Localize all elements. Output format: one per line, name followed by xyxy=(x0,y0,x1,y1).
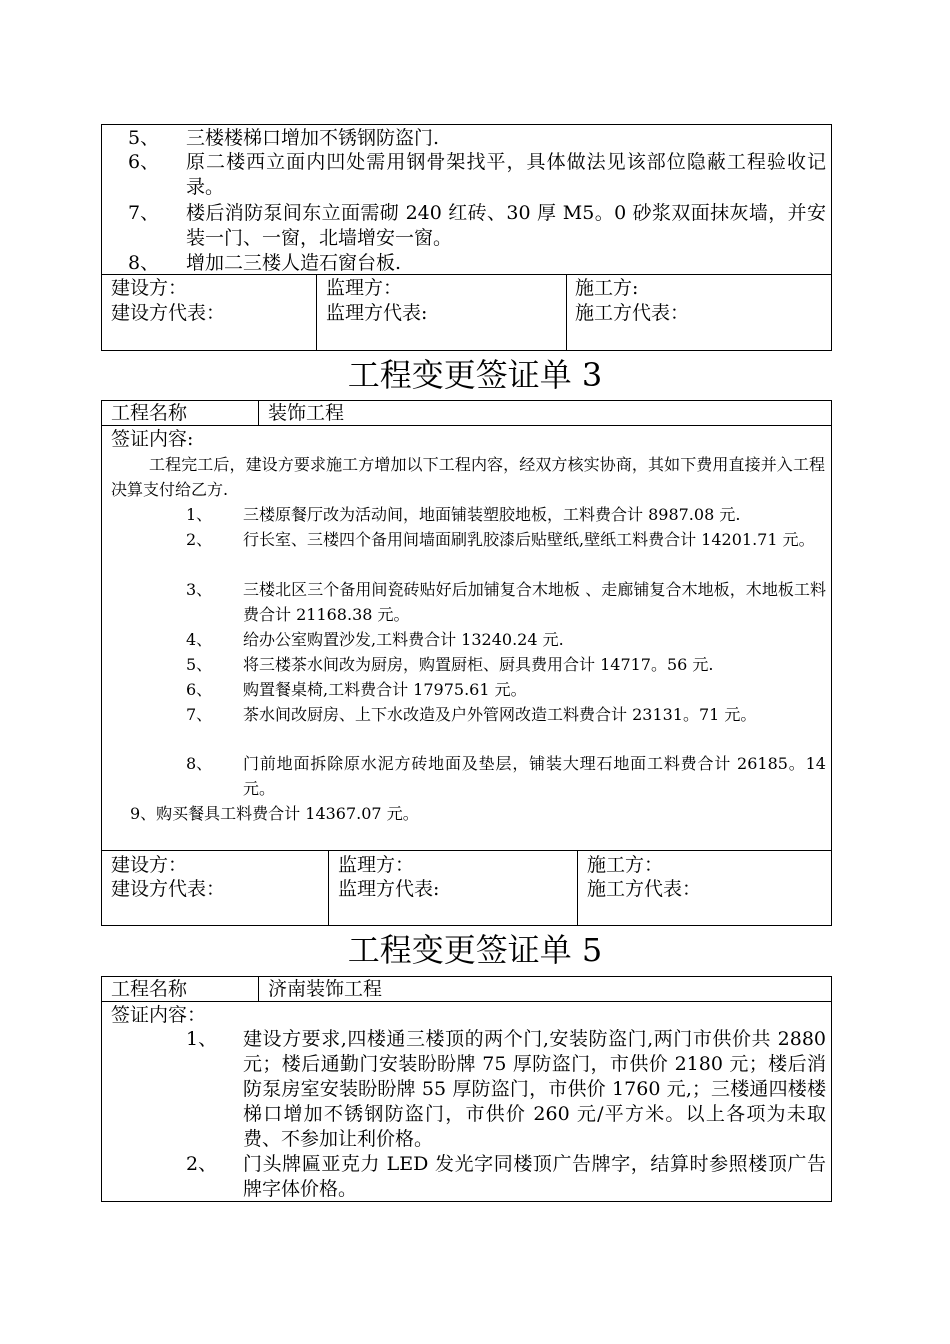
item-text: 原二楼西立面内凹处需用钢骨架找平，具体做法见该部位隐蔽工程验收记录。 xyxy=(186,151,826,198)
item-number: 7、 xyxy=(186,705,213,724)
visa-content-box xyxy=(101,425,832,851)
supervisor-rep-label: 监理方代表: xyxy=(326,302,428,324)
item-text: 将三楼茶水间改为厨房，购置厨柜、厨具费用合计 14717。56 元. xyxy=(243,655,714,674)
supervisor-cell xyxy=(317,274,567,350)
contractor-rep-label: 施工方代表： xyxy=(587,878,702,900)
item-number: 3、 xyxy=(186,580,213,599)
contractor-rep-label: 施工方代表： xyxy=(575,302,690,324)
item-number: 8、 xyxy=(186,754,213,773)
signature-row xyxy=(101,850,832,926)
item-text: 行长室、三楼四个备用间墙面刷乳胶漆后贴壁纸,壁纸工料费合计 14201.71 元。 xyxy=(243,530,815,549)
item-9-text: 9、购买餐具工料费合计 14367.07 元。 xyxy=(130,804,419,823)
builder-rep-label: 建设方代表： xyxy=(111,878,226,900)
supervisor-label: 监理方： xyxy=(326,277,403,299)
builder-label: 建设方： xyxy=(111,277,188,299)
project-name-row xyxy=(101,400,832,426)
change-order-continued-table xyxy=(101,124,832,351)
content-label: 签证内容： xyxy=(111,1004,207,1026)
builder-cell xyxy=(102,274,317,350)
item-number: 8、 xyxy=(128,252,160,274)
item-number: 2、 xyxy=(186,530,213,549)
project-name-value: 济南装饰工程 xyxy=(268,978,383,1000)
item-number: 6、 xyxy=(128,151,160,173)
visa-content-box xyxy=(101,1001,832,1202)
item-number: 4、 xyxy=(186,630,213,649)
item-text: 茶水间改厨房、上下水改造及户外管网改造工料费合计 23131。71 元。 xyxy=(243,705,757,724)
builder-rep-label: 建设方代表： xyxy=(111,302,226,324)
page-title: 工程变更签证单 5 xyxy=(347,931,603,969)
builder-label: 建设方： xyxy=(111,854,188,876)
item-text: 给办公室购置沙发,工料费合计 13240.24 元. xyxy=(243,630,564,649)
project-name-value: 装饰工程 xyxy=(268,402,345,424)
project-name-label-cell xyxy=(102,401,259,425)
item-number: 5、 xyxy=(186,655,213,674)
project-name-label: 工程名称 xyxy=(111,402,188,424)
item-number: 7、 xyxy=(128,202,160,224)
item-number: 2、 xyxy=(186,1153,218,1175)
project-name-label-cell xyxy=(102,977,259,1001)
intro-text: 工程完工后，建设方要求施工方增加以下工程内容，经双方核实协商，其如下费用直接并入工程决算支付给乙方. xyxy=(111,455,825,499)
supervisor-rep-label: 监理方代表: xyxy=(338,878,440,900)
item-text: 三楼原餐厅改为活动间，地面铺装塑胶地板，工料费合计 8987.08 元. xyxy=(243,505,741,524)
item-text: 购置餐桌椅,工料费合计 17975.61 元。 xyxy=(243,680,527,699)
contractor-cell xyxy=(578,851,831,925)
builder-cell xyxy=(102,851,329,925)
page-title: 工程变更签证单 3 xyxy=(347,356,603,394)
item-text: 楼后消防泵间东立面需砌 240 红砖、30 厚 M5。0 砂浆双面抹灰墙，并安装一门、一窗，北墙增安一窗。 xyxy=(186,202,826,249)
item-text: 三楼北区三个备用间瓷砖贴好后加铺复合木地板 、走廊铺复合木地板，木地板工料费合计 21168.38 元。 xyxy=(243,580,826,624)
item-text: 门前地面拆除原水泥方砖地面及垫层，铺装大理石地面工料费合计 26185。14 元。 xyxy=(243,754,826,798)
project-name-row xyxy=(101,976,832,1002)
item-number: 1、 xyxy=(186,505,213,524)
item-number: 1、 xyxy=(186,1028,218,1050)
supervisor-cell xyxy=(329,851,578,925)
item-text: 增加二三楼人造石窗台板. xyxy=(186,252,402,274)
item-text: 门头牌匾亚克力 LED 发光字同楼顶广告牌字，结算时参照楼顶广告牌字体价格。 xyxy=(243,1153,826,1200)
item-text: 建设方要求,四楼通三楼顶的两个门,安装防盗门,两门市供价共 2880 元；楼后通勤门安装盼盼牌 75 厚防盗门，市供价 2180 元；楼后消防泵房室安装盼盼牌 55 厚防盗门，市供价 1760 元,；三楼通四楼楼梯口增加不锈钢防盗门，市供价 260 元/平方米。以上各项为未取费、不参加让利价格。 xyxy=(243,1028,826,1150)
project-name-label: 工程名称 xyxy=(111,978,188,1000)
content-label: 签证内容: xyxy=(111,428,194,450)
contractor-label: 施工方: xyxy=(575,277,639,299)
signature-row xyxy=(102,274,831,350)
item-number: 6、 xyxy=(186,680,213,699)
item-text: 三楼楼梯口增加不锈钢防盗门. xyxy=(186,127,440,149)
item-number: 5、 xyxy=(128,127,160,149)
supervisor-label: 监理方： xyxy=(338,854,415,876)
contractor-label: 施工方： xyxy=(587,854,664,876)
contractor-cell xyxy=(567,274,831,350)
